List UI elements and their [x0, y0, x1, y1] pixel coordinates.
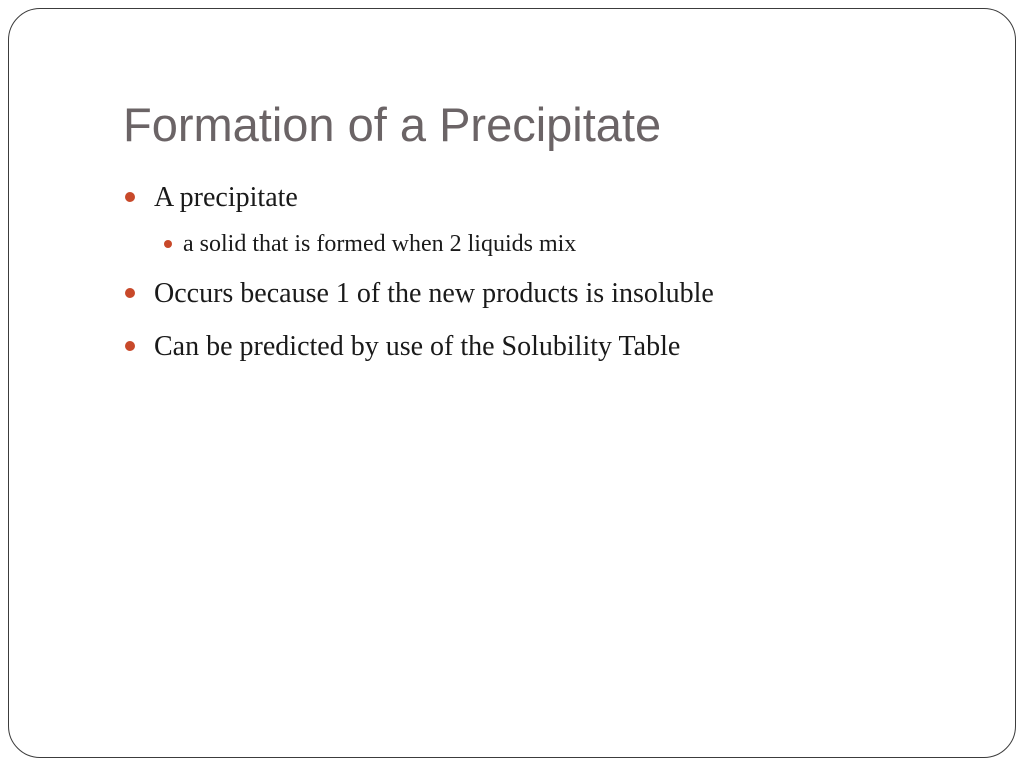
slide-frame [8, 8, 1016, 758]
bullet-item [123, 275, 983, 313]
bullet-text: Occurs because 1 of the new products is insoluble [154, 278, 714, 309]
bullet-dot-icon [125, 341, 135, 351]
bullet-item [123, 328, 983, 366]
bullet-text: Can be predicted by use of the Solubility Table [154, 331, 681, 362]
bullet-dot-icon [164, 240, 172, 248]
sub-bullet-text: a solid that is formed when 2 liquids mix [183, 231, 577, 257]
bullet-text: A precipitate [154, 182, 298, 213]
slide-title: Formation of a Precipitate [123, 98, 662, 151]
sub-bullet-item [123, 228, 983, 260]
bullet-dot-icon [125, 192, 135, 202]
bullet-item [123, 179, 983, 217]
bullet-dot-icon [125, 288, 135, 298]
bullet-list [123, 179, 983, 366]
